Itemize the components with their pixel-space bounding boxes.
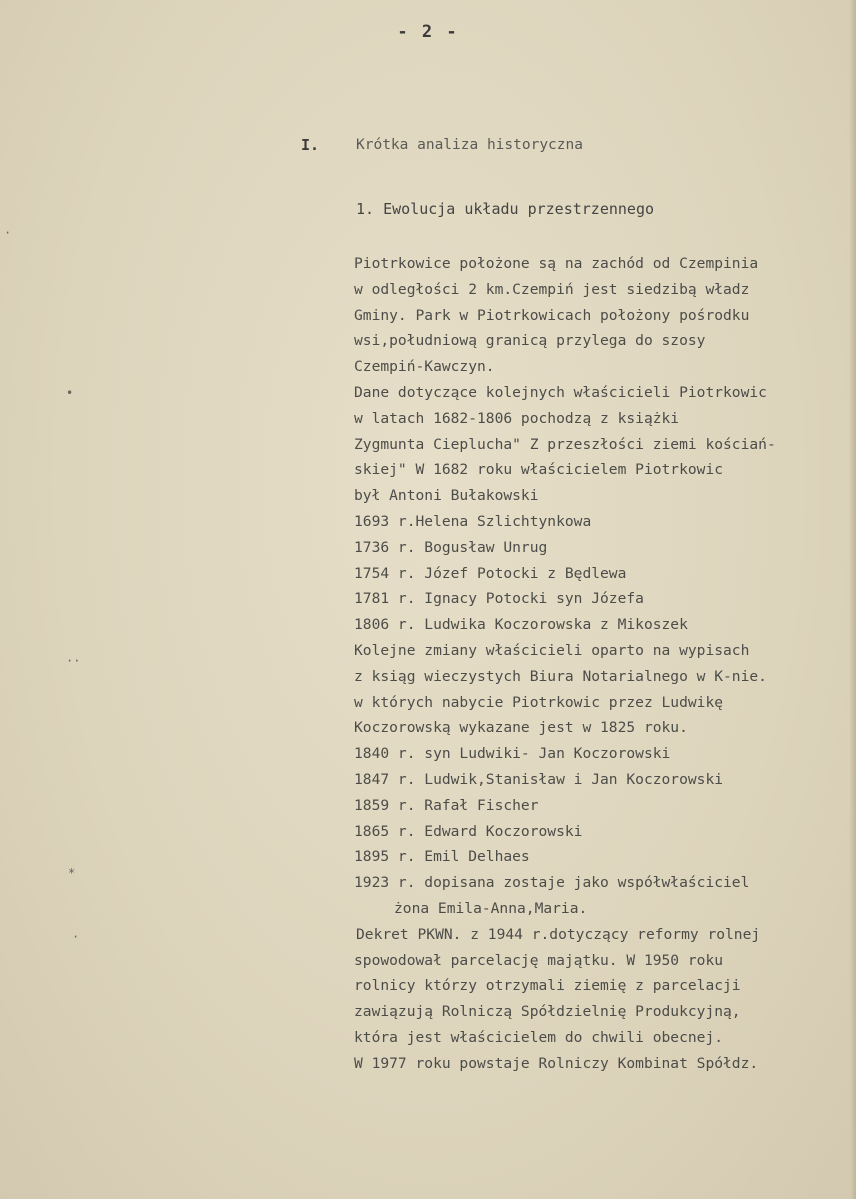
text-line: 1895 r. Emil Delhaes (354, 848, 530, 866)
text-line: 1847 r. Ludwik,Stanisław i Jan Koczorowski (354, 770, 724, 788)
text-line: która jest właścicielem do chwili obecnej. (354, 1028, 724, 1046)
text-line: 1693 r.Helena Szlichtynkowa (354, 512, 592, 530)
margin-mark: ·· (66, 654, 81, 668)
text-line: rolnicy którzy otrzymali ziemię z parcelacji (354, 977, 741, 995)
margin-mark: · (4, 226, 12, 240)
text-line: Dane dotyczące kolejnych właścicieli Piotrkowic (354, 383, 767, 401)
text-line: Dekret PKWN. z 1944 r.dotyczący reformy rolnej (356, 925, 761, 943)
text-line: Koczorowską wykazane jest w 1825 roku. (354, 719, 688, 737)
text-line: Zygmunta Cieplucha" Z przeszłości ziemi kościań- (354, 435, 776, 453)
body-text (354, 251, 849, 1077)
text-line: zawiązują Rolniczą Spółdzielnię Produkcyjną, (354, 1003, 741, 1021)
section-title: Krótka analiza historyczna (356, 137, 583, 153)
text-line: W 1977 roku powstaje Rolniczy Kombinat Spółdz. (354, 1054, 759, 1072)
text-line: 1806 r. Ludwika Koczorowska z Mikoszek (354, 616, 688, 634)
text-line: w odległości 2 km.Czempiń jest siedzibą władz (354, 280, 750, 298)
text-line: w których nabycie Piotrkowic przez Ludwikę (354, 693, 724, 711)
text-line: Kolejne zmiany właścicieli oparto na wypisach (354, 641, 750, 659)
margin-mark: • (66, 386, 74, 400)
text-line: spowodował parcelację majątku. W 1950 roku (354, 951, 724, 969)
margin-mark: · (72, 930, 80, 944)
text-line: 1865 r. Edward Koczorowski (354, 822, 583, 840)
text-line: 1754 r. Józef Potocki z Będlewa (354, 564, 627, 582)
text-line: Piotrkowice położone są na zachód od Czempinia (354, 255, 759, 272)
subsection-title: 1. Ewolucja układu przestrzennego (356, 200, 655, 218)
text-line: w latach 1682-1806 pochodzą z książki (354, 409, 680, 427)
text-line: był Antoni Bułakowski (354, 487, 539, 505)
text-line: wsi,południową granicą przylega do szosy (354, 332, 706, 350)
section-number: I. (301, 136, 320, 154)
text-line: 1923 r. dopisana zostaje jako współwłaściciel (354, 874, 750, 892)
text-line: 1840 r. syn Ludwiki- Jan Koczorowski (354, 745, 671, 763)
text-line: skiej" W 1682 roku właścicielem Piotrkowic (354, 461, 724, 479)
text-line: Gminy. Park w Piotrkowicach położony pośrodku (354, 306, 750, 324)
text-line: 1859 r. Rafał Fischer (354, 796, 539, 814)
page-edge (850, 0, 856, 1199)
text-line: żona Emila-Anna,Maria. (394, 899, 588, 917)
text-line: 1736 r. Bogusław Unrug (354, 538, 548, 556)
text-line: Czempiń-Kawczyn. (354, 358, 495, 376)
page-number: - 2 - (397, 22, 459, 42)
text-line: z ksiąg wieczystych Biura Notarialnego w K-nie. (354, 667, 767, 685)
margin-mark: * (68, 866, 76, 880)
text-line: 1781 r. Ignacy Potocki syn Józefa (354, 590, 644, 608)
